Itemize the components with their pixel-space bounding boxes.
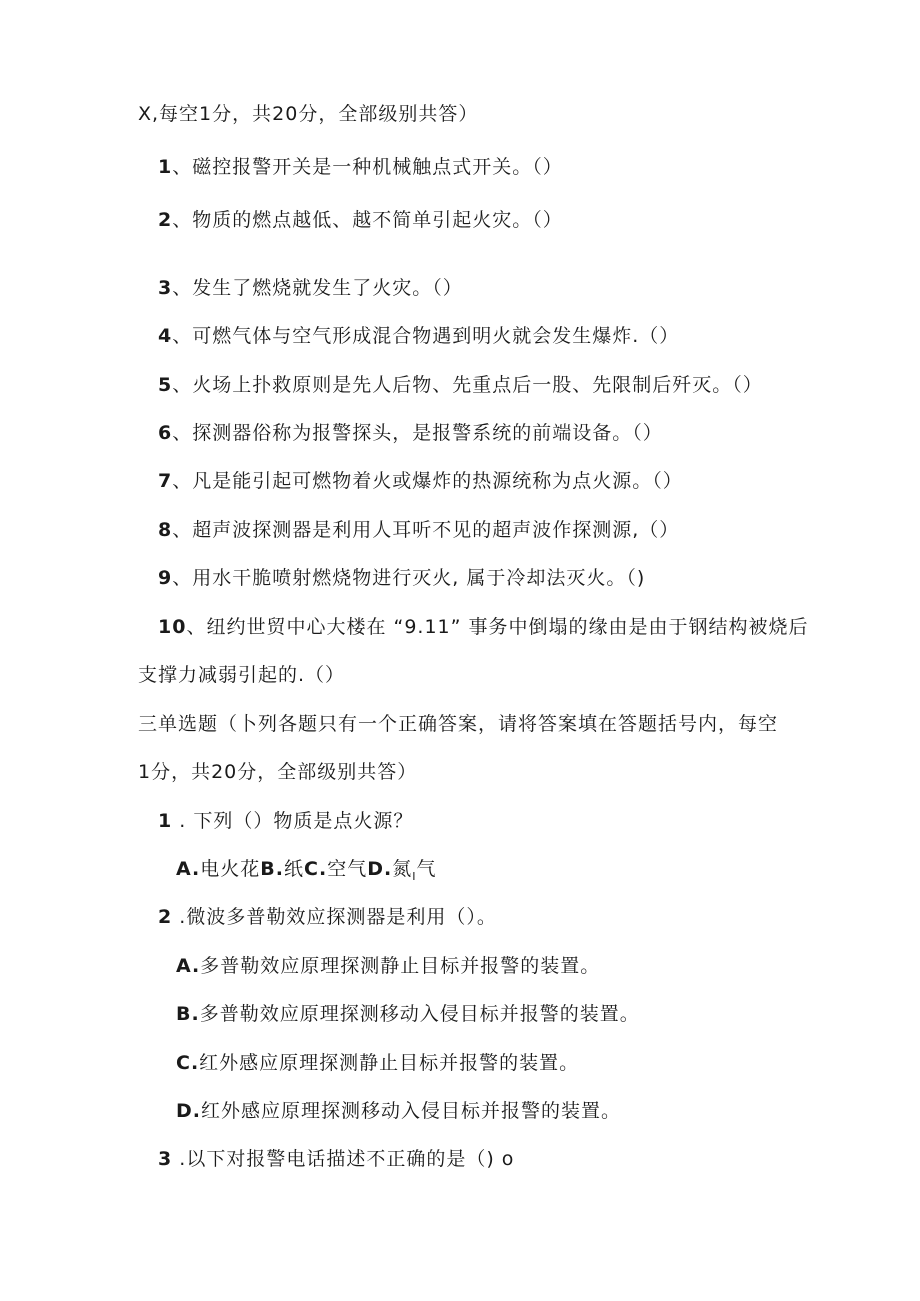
judgment-item-10 — [158, 614, 809, 640]
item-number: 5 — [158, 374, 173, 396]
mc-question-1-options — [176, 856, 436, 890]
item-number: 3 — [158, 277, 173, 299]
judgment-item-9 — [158, 565, 645, 591]
option-text: 多普勒效应原理探测移动入侵目标并报警的装置。 — [199, 1003, 640, 1025]
question-stem: . 下列（）物质是点火源？ — [172, 810, 414, 832]
option-text-d: 氮 — [392, 858, 413, 880]
item-text: 、凡是能引起可燃物着火或爆炸的热源统称为点火源。（） — [172, 470, 683, 492]
item-number: 2 — [158, 906, 173, 928]
item-number: 1 — [158, 156, 173, 178]
judgment-item-10-continuation: 支撑力减弱引起的.（） — [138, 664, 346, 686]
option-label: D. — [176, 1100, 201, 1122]
item-text: 、超声波探测器是利用人耳听不见的超声波作探测源,（） — [172, 519, 680, 541]
item-text: 、磁控报警开关是一种机械触点式开关。（） — [172, 156, 563, 178]
section-header-tail: X,每空1分，共20分，全部级别共答） — [138, 103, 479, 125]
option-label-a: A. — [176, 858, 201, 880]
option-label-d: D. — [367, 858, 393, 880]
judgment-item-7 — [158, 468, 683, 494]
judgment-item-5 — [158, 372, 763, 398]
option-label-c: C. — [304, 858, 328, 880]
question-stem: .以下对报警电话描述不正确的是（) o — [172, 1148, 515, 1170]
option-text-d-tail: 气 — [416, 858, 437, 880]
item-text: 、探测器俗称为报警探头，是报警系统的前端设备。（） — [172, 422, 663, 444]
mc-question-2-option-b — [176, 1001, 640, 1027]
item-number: 8 — [158, 519, 173, 541]
mc-question-2-option-d — [176, 1098, 621, 1124]
item-text: 、发生了燃烧就发生了火灾。（） — [172, 277, 463, 299]
item-number: 9 — [158, 567, 173, 589]
option-label: C. — [176, 1052, 200, 1074]
option-label-b: B. — [260, 858, 284, 880]
option-text-a: 电火花 — [200, 858, 261, 880]
judgment-item-6 — [158, 420, 663, 446]
item-number: 10 — [158, 616, 187, 638]
item-text: 、用水干脆喷射燃烧物进行灭火, 属于冷却法灭火。（) — [172, 567, 646, 589]
section3-heading-line2: 1分，共20分，全部级别共答） — [138, 761, 418, 783]
option-text: 红外感应原理探测静止目标并报警的装置。 — [199, 1052, 580, 1074]
option-label: B. — [176, 1003, 200, 1025]
mc-question-2-option-c — [176, 1050, 579, 1076]
judgment-item-8 — [158, 517, 679, 543]
mc-question-2-option-a — [176, 953, 600, 979]
item-text: 、物质的燃点越低、越不简单引起火灾。（） — [172, 209, 563, 231]
item-text: 、火场上扑救原则是先人后物、先重点后一股、先限制后歼灭。（） — [172, 374, 763, 396]
item-number: 1 — [158, 810, 173, 832]
item-text: 、可燃气体与空气形成混合物遇到明火就会发生爆炸.（） — [172, 325, 680, 347]
mc-question-3 — [158, 1146, 514, 1172]
mc-question-2 — [158, 904, 497, 930]
judgment-item-1 — [158, 154, 563, 180]
option-text: 红外感应原理探测移动入侵目标并报警的装置。 — [201, 1100, 622, 1122]
item-number: 2 — [158, 209, 173, 231]
option-text-d-subscript: I — [412, 869, 417, 883]
mc-question-1 — [158, 808, 413, 834]
item-number: 4 — [158, 325, 173, 347]
option-text: 多普勒效应原理探测静止目标并报警的装置。 — [200, 955, 601, 977]
option-label: A. — [176, 955, 201, 977]
judgment-item-2 — [158, 207, 563, 233]
option-text-c: 空气 — [327, 858, 368, 880]
section3-heading-line1: 三单选题（卜列各题只有一个正确答案，请将答案填在答题括号内，每空 — [138, 713, 779, 735]
item-number: 7 — [158, 470, 173, 492]
item-number: 6 — [158, 422, 173, 444]
judgment-item-3 — [158, 275, 463, 301]
question-stem: .微波多普勒效应探测器是利用（）。 — [172, 906, 497, 928]
item-text: 、纽约世贸中心大楼在 “9.11” 事务中倒塌的缘由是由于钢结构被烧后 — [186, 616, 809, 638]
judgment-item-4 — [158, 323, 679, 349]
option-text-b: 纸 — [284, 858, 305, 880]
item-number: 3 — [158, 1148, 173, 1170]
